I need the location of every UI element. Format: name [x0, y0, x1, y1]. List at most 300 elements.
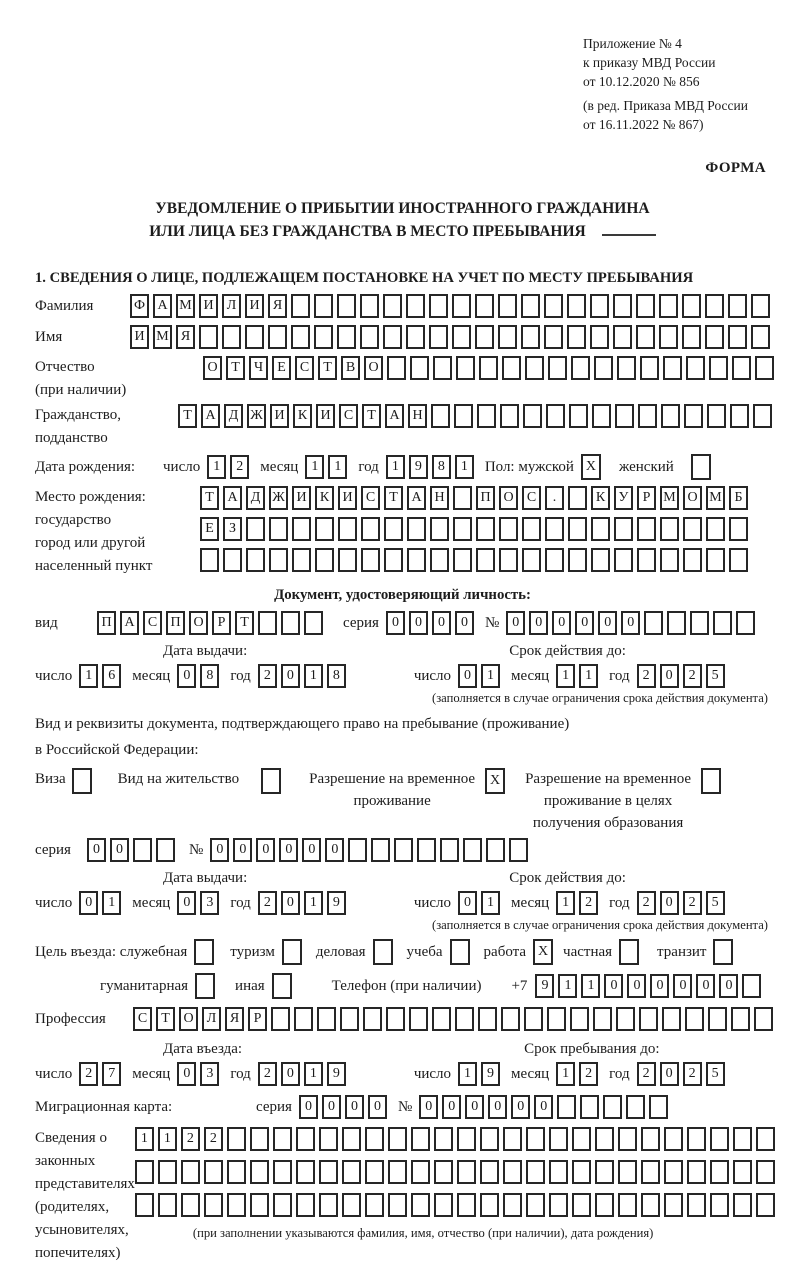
char-cell[interactable]: 0: [419, 1095, 438, 1119]
char-cell[interactable]: [729, 517, 748, 541]
char-cell[interactable]: С: [295, 356, 314, 380]
char-cell[interactable]: Ж: [247, 404, 266, 428]
char-cell[interactable]: 0: [621, 611, 640, 635]
char-cell[interactable]: [361, 548, 380, 572]
char-cell[interactable]: [663, 356, 682, 380]
char-cell[interactable]: [454, 404, 473, 428]
char-cell[interactable]: [365, 1127, 384, 1151]
char-cell[interactable]: [664, 1160, 683, 1184]
char-cell[interactable]: [570, 1007, 589, 1031]
char-cell[interactable]: 5: [706, 891, 725, 915]
char-cell[interactable]: [383, 294, 402, 318]
char-cell[interactable]: [640, 356, 659, 380]
char-cell[interactable]: [710, 1193, 729, 1217]
char-cell[interactable]: [687, 1160, 706, 1184]
char-cell[interactable]: [567, 294, 586, 318]
char-cell[interactable]: Т: [362, 404, 381, 428]
char-cell[interactable]: [337, 325, 356, 349]
char-cell[interactable]: [181, 1160, 200, 1184]
char-cell[interactable]: [736, 611, 755, 635]
char-cell[interactable]: [429, 294, 448, 318]
char-cell[interactable]: [660, 548, 679, 572]
char-cell[interactable]: [503, 1193, 522, 1217]
checkbox-cell[interactable]: X: [581, 454, 601, 480]
char-cell[interactable]: [227, 1160, 246, 1184]
char-cell[interactable]: 8: [432, 455, 451, 479]
char-cell[interactable]: 2: [258, 664, 277, 688]
checkbox-cell[interactable]: [72, 768, 92, 794]
char-cell[interactable]: А: [223, 486, 242, 510]
char-cell[interactable]: К: [293, 404, 312, 428]
char-cell[interactable]: [522, 548, 541, 572]
char-cell[interactable]: 0: [673, 974, 692, 998]
char-cell[interactable]: Т: [384, 486, 403, 510]
char-cell[interactable]: [317, 1007, 336, 1031]
char-cell[interactable]: [618, 1160, 637, 1184]
char-cell[interactable]: 0: [696, 974, 715, 998]
char-cell[interactable]: [388, 1193, 407, 1217]
char-cell[interactable]: [549, 1193, 568, 1217]
char-cell[interactable]: 0: [650, 974, 669, 998]
char-cell[interactable]: [713, 611, 732, 635]
char-cell[interactable]: [756, 1193, 775, 1217]
char-cell[interactable]: [659, 325, 678, 349]
char-cell[interactable]: К: [315, 486, 334, 510]
char-cell[interactable]: Е: [200, 517, 219, 541]
char-cell[interactable]: [348, 838, 367, 862]
char-cell[interactable]: 2: [637, 664, 656, 688]
checkbox-cell[interactable]: X: [533, 939, 553, 965]
char-cell[interactable]: [595, 1193, 614, 1217]
char-cell[interactable]: [292, 517, 311, 541]
char-cell[interactable]: .: [545, 486, 564, 510]
char-cell[interactable]: [545, 517, 564, 541]
char-cell[interactable]: 0: [322, 1095, 341, 1119]
char-cell[interactable]: [315, 517, 334, 541]
char-cell[interactable]: [463, 838, 482, 862]
char-cell[interactable]: [636, 294, 655, 318]
char-cell[interactable]: 0: [256, 838, 275, 862]
char-cell[interactable]: [639, 1007, 658, 1031]
char-cell[interactable]: 0: [87, 838, 106, 862]
char-cell[interactable]: 5: [706, 1062, 725, 1086]
char-cell[interactable]: 0: [511, 1095, 530, 1119]
char-cell[interactable]: [595, 1127, 614, 1151]
checkbox-cell[interactable]: [373, 939, 393, 965]
char-cell[interactable]: [521, 325, 540, 349]
char-cell[interactable]: [733, 1160, 752, 1184]
char-cell[interactable]: 0: [299, 1095, 318, 1119]
char-cell[interactable]: [638, 404, 657, 428]
char-cell[interactable]: 0: [210, 838, 229, 862]
char-cell[interactable]: [568, 486, 587, 510]
char-cell[interactable]: [457, 1160, 476, 1184]
char-cell[interactable]: [618, 1127, 637, 1151]
char-cell[interactable]: [659, 294, 678, 318]
char-cell[interactable]: [304, 611, 323, 635]
char-cell[interactable]: [614, 548, 633, 572]
char-cell[interactable]: 1: [102, 891, 121, 915]
char-cell[interactable]: [548, 356, 567, 380]
char-cell[interactable]: [636, 325, 655, 349]
char-cell[interactable]: [476, 548, 495, 572]
char-cell[interactable]: [135, 1193, 154, 1217]
char-cell[interactable]: К: [591, 486, 610, 510]
char-cell[interactable]: [557, 1095, 576, 1119]
char-cell[interactable]: 5: [706, 664, 725, 688]
char-cell[interactable]: [319, 1127, 338, 1151]
char-cell[interactable]: [707, 404, 726, 428]
char-cell[interactable]: [246, 517, 265, 541]
char-cell[interactable]: [687, 1127, 706, 1151]
char-cell[interactable]: [729, 548, 748, 572]
char-cell[interactable]: [568, 548, 587, 572]
char-cell[interactable]: О: [499, 486, 518, 510]
checkbox-cell[interactable]: X: [485, 768, 505, 794]
char-cell[interactable]: [667, 611, 686, 635]
char-cell[interactable]: 1: [455, 455, 474, 479]
char-cell[interactable]: [613, 325, 632, 349]
char-cell[interactable]: 0: [281, 1062, 300, 1086]
char-cell[interactable]: [383, 325, 402, 349]
char-cell[interactable]: [475, 294, 494, 318]
char-cell[interactable]: [430, 548, 449, 572]
char-cell[interactable]: [526, 1160, 545, 1184]
checkbox-cell[interactable]: [272, 973, 292, 999]
char-cell[interactable]: 1: [558, 974, 577, 998]
char-cell[interactable]: [733, 1127, 752, 1151]
char-cell[interactable]: [568, 517, 587, 541]
char-cell[interactable]: А: [153, 294, 172, 318]
char-cell[interactable]: [363, 1007, 382, 1031]
char-cell[interactable]: [250, 1127, 269, 1151]
char-cell[interactable]: [571, 356, 590, 380]
char-cell[interactable]: [591, 517, 610, 541]
char-cell[interactable]: 1: [158, 1127, 177, 1151]
char-cell[interactable]: [706, 517, 725, 541]
char-cell[interactable]: [502, 356, 521, 380]
char-cell[interactable]: М: [176, 294, 195, 318]
char-cell[interactable]: [273, 1127, 292, 1151]
char-cell[interactable]: 7: [102, 1062, 121, 1086]
char-cell[interactable]: [342, 1160, 361, 1184]
char-cell[interactable]: [410, 356, 429, 380]
char-cell[interactable]: [590, 294, 609, 318]
char-cell[interactable]: 0: [325, 838, 344, 862]
char-cell[interactable]: [549, 1160, 568, 1184]
char-cell[interactable]: [524, 1007, 543, 1031]
char-cell[interactable]: [706, 548, 725, 572]
char-cell[interactable]: [431, 404, 450, 428]
char-cell[interactable]: Ч: [249, 356, 268, 380]
char-cell[interactable]: [526, 1127, 545, 1151]
char-cell[interactable]: [291, 294, 310, 318]
char-cell[interactable]: [644, 611, 663, 635]
char-cell[interactable]: [682, 294, 701, 318]
char-cell[interactable]: [407, 548, 426, 572]
char-cell[interactable]: [479, 356, 498, 380]
char-cell[interactable]: [498, 325, 517, 349]
char-cell[interactable]: 0: [442, 1095, 461, 1119]
char-cell[interactable]: 1: [579, 664, 598, 688]
char-cell[interactable]: [705, 294, 724, 318]
char-cell[interactable]: [409, 1007, 428, 1031]
char-cell[interactable]: М: [660, 486, 679, 510]
char-cell[interactable]: [478, 1007, 497, 1031]
char-cell[interactable]: 0: [409, 611, 428, 635]
char-cell[interactable]: [314, 325, 333, 349]
char-cell[interactable]: 0: [281, 664, 300, 688]
char-cell[interactable]: 2: [230, 455, 249, 479]
checkbox-cell[interactable]: [282, 939, 302, 965]
char-cell[interactable]: 3: [200, 1062, 219, 1086]
char-cell[interactable]: [591, 548, 610, 572]
char-cell[interactable]: [626, 1095, 645, 1119]
char-cell[interactable]: [603, 1095, 622, 1119]
char-cell[interactable]: [661, 404, 680, 428]
char-cell[interactable]: [733, 1193, 752, 1217]
char-cell[interactable]: Я: [268, 294, 287, 318]
char-cell[interactable]: 0: [660, 1062, 679, 1086]
char-cell[interactable]: [572, 1193, 591, 1217]
char-cell[interactable]: 2: [181, 1127, 200, 1151]
char-cell[interactable]: [388, 1160, 407, 1184]
char-cell[interactable]: О: [179, 1007, 198, 1031]
char-cell[interactable]: [455, 1007, 474, 1031]
char-cell[interactable]: [731, 1007, 750, 1031]
char-cell[interactable]: [685, 1007, 704, 1031]
char-cell[interactable]: 0: [534, 1095, 553, 1119]
char-cell[interactable]: [509, 838, 528, 862]
char-cell[interactable]: [407, 517, 426, 541]
char-cell[interactable]: С: [361, 486, 380, 510]
char-cell[interactable]: [315, 548, 334, 572]
char-cell[interactable]: [486, 838, 505, 862]
char-cell[interactable]: [637, 548, 656, 572]
char-cell[interactable]: [544, 294, 563, 318]
char-cell[interactable]: 9: [535, 974, 554, 998]
char-cell[interactable]: И: [316, 404, 335, 428]
char-cell[interactable]: [361, 517, 380, 541]
char-cell[interactable]: Л: [202, 1007, 221, 1031]
char-cell[interactable]: [567, 325, 586, 349]
char-cell[interactable]: Т: [318, 356, 337, 380]
char-cell[interactable]: 1: [458, 1062, 477, 1086]
char-cell[interactable]: [434, 1127, 453, 1151]
char-cell[interactable]: [452, 325, 471, 349]
char-cell[interactable]: Т: [178, 404, 197, 428]
char-cell[interactable]: 0: [432, 611, 451, 635]
char-cell[interactable]: [525, 356, 544, 380]
char-cell[interactable]: [709, 356, 728, 380]
char-cell[interactable]: [732, 356, 751, 380]
char-cell[interactable]: [273, 1193, 292, 1217]
char-cell[interactable]: [269, 517, 288, 541]
char-cell[interactable]: 1: [305, 455, 324, 479]
char-cell[interactable]: Ж: [269, 486, 288, 510]
char-cell[interactable]: [268, 325, 287, 349]
char-cell[interactable]: Т: [235, 611, 254, 635]
char-cell[interactable]: И: [270, 404, 289, 428]
char-cell[interactable]: 0: [302, 838, 321, 862]
char-cell[interactable]: О: [203, 356, 222, 380]
char-cell[interactable]: [742, 974, 761, 998]
char-cell[interactable]: [223, 548, 242, 572]
char-cell[interactable]: 0: [488, 1095, 507, 1119]
char-cell[interactable]: Т: [226, 356, 245, 380]
char-cell[interactable]: [384, 517, 403, 541]
char-cell[interactable]: [618, 1193, 637, 1217]
char-cell[interactable]: [526, 1193, 545, 1217]
char-cell[interactable]: [580, 1095, 599, 1119]
char-cell[interactable]: [273, 1160, 292, 1184]
char-cell[interactable]: Л: [222, 294, 241, 318]
char-cell[interactable]: 0: [660, 664, 679, 688]
char-cell[interactable]: 0: [177, 891, 196, 915]
char-cell[interactable]: М: [153, 325, 172, 349]
char-cell[interactable]: [705, 325, 724, 349]
char-cell[interactable]: [710, 1127, 729, 1151]
char-cell[interactable]: [200, 548, 219, 572]
char-cell[interactable]: В: [341, 356, 360, 380]
char-cell[interactable]: Д: [246, 486, 265, 510]
char-cell[interactable]: [457, 1127, 476, 1151]
checkbox-cell[interactable]: [713, 939, 733, 965]
char-cell[interactable]: И: [245, 294, 264, 318]
char-cell[interactable]: [360, 294, 379, 318]
char-cell[interactable]: 1: [207, 455, 226, 479]
char-cell[interactable]: [199, 325, 218, 349]
char-cell[interactable]: [501, 1007, 520, 1031]
char-cell[interactable]: [480, 1193, 499, 1217]
char-cell[interactable]: 1: [328, 455, 347, 479]
char-cell[interactable]: [296, 1160, 315, 1184]
char-cell[interactable]: [730, 404, 749, 428]
char-cell[interactable]: [687, 1193, 706, 1217]
char-cell[interactable]: [684, 404, 703, 428]
checkbox-cell[interactable]: [691, 454, 711, 480]
char-cell[interactable]: [411, 1127, 430, 1151]
char-cell[interactable]: 0: [458, 891, 477, 915]
char-cell[interactable]: [250, 1160, 269, 1184]
char-cell[interactable]: 0: [233, 838, 252, 862]
char-cell[interactable]: 0: [719, 974, 738, 998]
char-cell[interactable]: [477, 404, 496, 428]
char-cell[interactable]: [440, 838, 459, 862]
char-cell[interactable]: П: [476, 486, 495, 510]
char-cell[interactable]: [291, 325, 310, 349]
char-cell[interactable]: [590, 325, 609, 349]
char-cell[interactable]: [593, 1007, 612, 1031]
char-cell[interactable]: 0: [458, 664, 477, 688]
char-cell[interactable]: 0: [455, 611, 474, 635]
char-cell[interactable]: [546, 404, 565, 428]
char-cell[interactable]: И: [199, 294, 218, 318]
char-cell[interactable]: [614, 517, 633, 541]
checkbox-cell[interactable]: [450, 939, 470, 965]
char-cell[interactable]: [453, 517, 472, 541]
char-cell[interactable]: [594, 356, 613, 380]
char-cell[interactable]: [294, 1007, 313, 1031]
char-cell[interactable]: [499, 517, 518, 541]
char-cell[interactable]: А: [385, 404, 404, 428]
char-cell[interactable]: [660, 517, 679, 541]
char-cell[interactable]: [222, 325, 241, 349]
char-cell[interactable]: [613, 294, 632, 318]
char-cell[interactable]: И: [338, 486, 357, 510]
char-cell[interactable]: А: [201, 404, 220, 428]
char-cell[interactable]: И: [130, 325, 149, 349]
char-cell[interactable]: [158, 1160, 177, 1184]
char-cell[interactable]: Т: [200, 486, 219, 510]
char-cell[interactable]: [411, 1193, 430, 1217]
char-cell[interactable]: [204, 1193, 223, 1217]
char-cell[interactable]: [500, 404, 519, 428]
char-cell[interactable]: [292, 548, 311, 572]
char-cell[interactable]: М: [706, 486, 725, 510]
char-cell[interactable]: [523, 404, 542, 428]
char-cell[interactable]: Д: [224, 404, 243, 428]
char-cell[interactable]: [475, 325, 494, 349]
char-cell[interactable]: [754, 1007, 773, 1031]
char-cell[interactable]: [337, 294, 356, 318]
char-cell[interactable]: [498, 294, 517, 318]
char-cell[interactable]: [319, 1160, 338, 1184]
char-cell[interactable]: 0: [281, 891, 300, 915]
char-cell[interactable]: Я: [225, 1007, 244, 1031]
char-cell[interactable]: 2: [683, 1062, 702, 1086]
char-cell[interactable]: [246, 548, 265, 572]
char-cell[interactable]: [615, 404, 634, 428]
char-cell[interactable]: 1: [386, 455, 405, 479]
char-cell[interactable]: [592, 404, 611, 428]
char-cell[interactable]: [258, 611, 277, 635]
char-cell[interactable]: [388, 1127, 407, 1151]
char-cell[interactable]: 0: [279, 838, 298, 862]
char-cell[interactable]: 2: [79, 1062, 98, 1086]
char-cell[interactable]: 1: [556, 891, 575, 915]
char-cell[interactable]: [549, 1127, 568, 1151]
char-cell[interactable]: С: [133, 1007, 152, 1031]
char-cell[interactable]: С: [143, 611, 162, 635]
char-cell[interactable]: Б: [729, 486, 748, 510]
char-cell[interactable]: П: [166, 611, 185, 635]
char-cell[interactable]: 1: [79, 664, 98, 688]
char-cell[interactable]: У: [614, 486, 633, 510]
char-cell[interactable]: [452, 294, 471, 318]
checkbox-cell[interactable]: [195, 973, 215, 999]
char-cell[interactable]: [756, 1127, 775, 1151]
char-cell[interactable]: 0: [604, 974, 623, 998]
char-cell[interactable]: 0: [386, 611, 405, 635]
char-cell[interactable]: [204, 1160, 223, 1184]
char-cell[interactable]: 0: [598, 611, 617, 635]
char-cell[interactable]: [521, 294, 540, 318]
char-cell[interactable]: [269, 548, 288, 572]
char-cell[interactable]: [281, 611, 300, 635]
char-cell[interactable]: [434, 1193, 453, 1217]
char-cell[interactable]: [429, 325, 448, 349]
char-cell[interactable]: [728, 294, 747, 318]
char-cell[interactable]: 1: [304, 1062, 323, 1086]
char-cell[interactable]: Н: [408, 404, 427, 428]
char-cell[interactable]: 1: [481, 891, 500, 915]
char-cell[interactable]: [387, 356, 406, 380]
char-cell[interactable]: [433, 356, 452, 380]
char-cell[interactable]: 0: [627, 974, 646, 998]
char-cell[interactable]: [296, 1193, 315, 1217]
char-cell[interactable]: [708, 1007, 727, 1031]
